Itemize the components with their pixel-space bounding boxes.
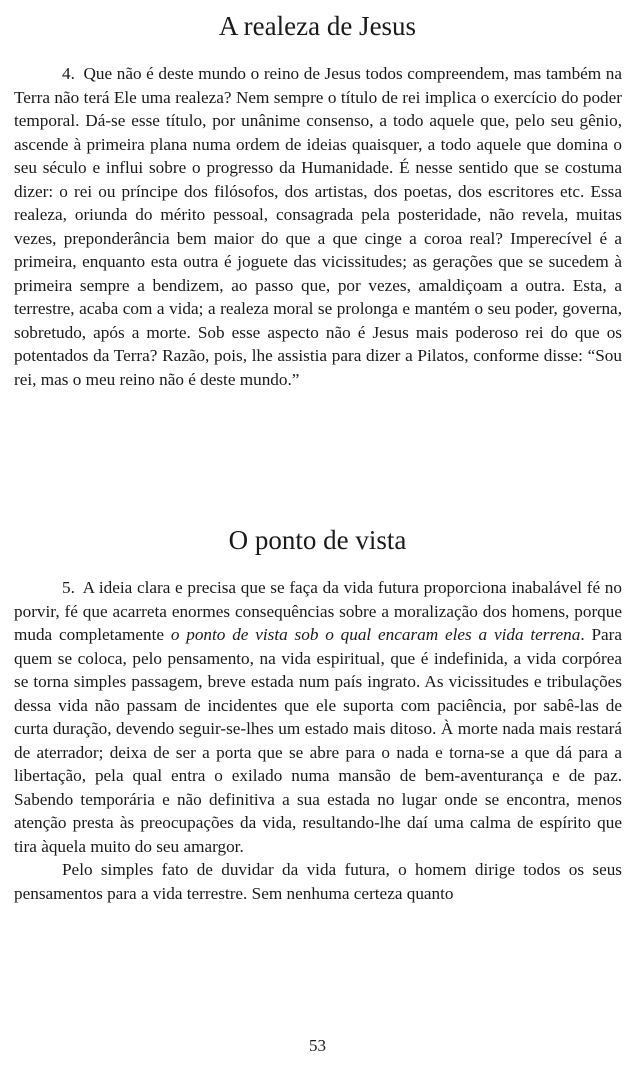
section-body-ponto-de-vista — [14, 576, 622, 905]
section-title-ponto-de-vista: O ponto de vista — [228, 525, 407, 555]
page-number: 53 — [309, 1036, 326, 1055]
paragraph-text: Que não é deste mundo o reino de Jesus todos compreendem, mas também na Terra não terá Ele uma realeza? Nem sempre o título de rei implica o exercício do poder temporal. Dá-se esse título, por unânime consenso, a todo aquele que, pelo seu gênio, ascende à primeira plana numa ordem de ideias quaisquer, a todo aquele que domina o seu século e influi sobre o progresso da Humanidade. É nesse sentido que se costuma dizer: o rei ou príncipe dos filósofos, dos artistas, dos poetas, dos escritores etc. Essa realeza, oriunda do mérito pessoal, consagrada pela posteridade, não revela, muitas vezes, preponderância bem maior do que a que cinge a coroa real? Imperecível é a primeira, enquanto esta outra é joguete das vicissitudes; as gerações que se sucedem à primeira sempre a bendizem, ao passo que, por vezes, amaldiçoam a outra. Esta, a terrestre, acaba com a vida; a realeza moral se prolonga e mantém o seu poder, governa, sobretudo, após a morte. Sob esse aspecto não é Jesus mais poderoso rei do que os potentados da Terra? Razão, pois, lhe assistia para dizer a Pilatos, conforme disse: “Sou rei, mas o meu reino não é deste mundo.” — [14, 64, 623, 389]
section-title-realeza: A realeza de Jesus — [218, 11, 417, 41]
paragraph-number: 4. — [62, 64, 75, 83]
paragraph-4 — [14, 62, 622, 391]
paragraph-number: 5. — [62, 578, 75, 597]
section-body-realeza — [14, 62, 622, 391]
italic-phrase: o ponto de vista sob o qual encaram eles a vida terrena — [170, 625, 581, 644]
paragraph-text: A ideia clara e precisa que se faça da vida futura proporciona inabalável fé no porvir, fé que acarreta enormes consequências sobre a moralização dos homens, porque muda completamente — [14, 578, 622, 644]
paragraph-text: . Para quem se coloca, pelo pensamento, na vida espiritual, que é indefinida, a vida corpórea se torna simples passagem, breve estada num país ingrato. As vicissitudes e tribulações dessa vida não passam de incidentes que ele suporta com paciência, por sabê-las de curta duração, devendo seguir-se-lhes um estado mais ditoso. À morte nada mais restará de aterrador; deixa de ser a porta que se abre para o nada e torna-se a que dá para a libertação, pela qual entra o exilado numa mansão de bem-aventurança e de paz. Sabendo temporária e não definitiva a sua estada no lugar onde se encontra, menos atenção presta às preocupações da vida, resultando-lhe daí uma calma de espírito que tira àquela muito do seu amargor. — [14, 625, 622, 856]
paragraph-continuation: Pelo simples fato de duvidar da vida futura, o homem dirige todos os seus pensamentos para a vida terrestre. Sem nenhuma certeza quanto — [14, 860, 622, 903]
paragraph-5 — [14, 576, 622, 858]
